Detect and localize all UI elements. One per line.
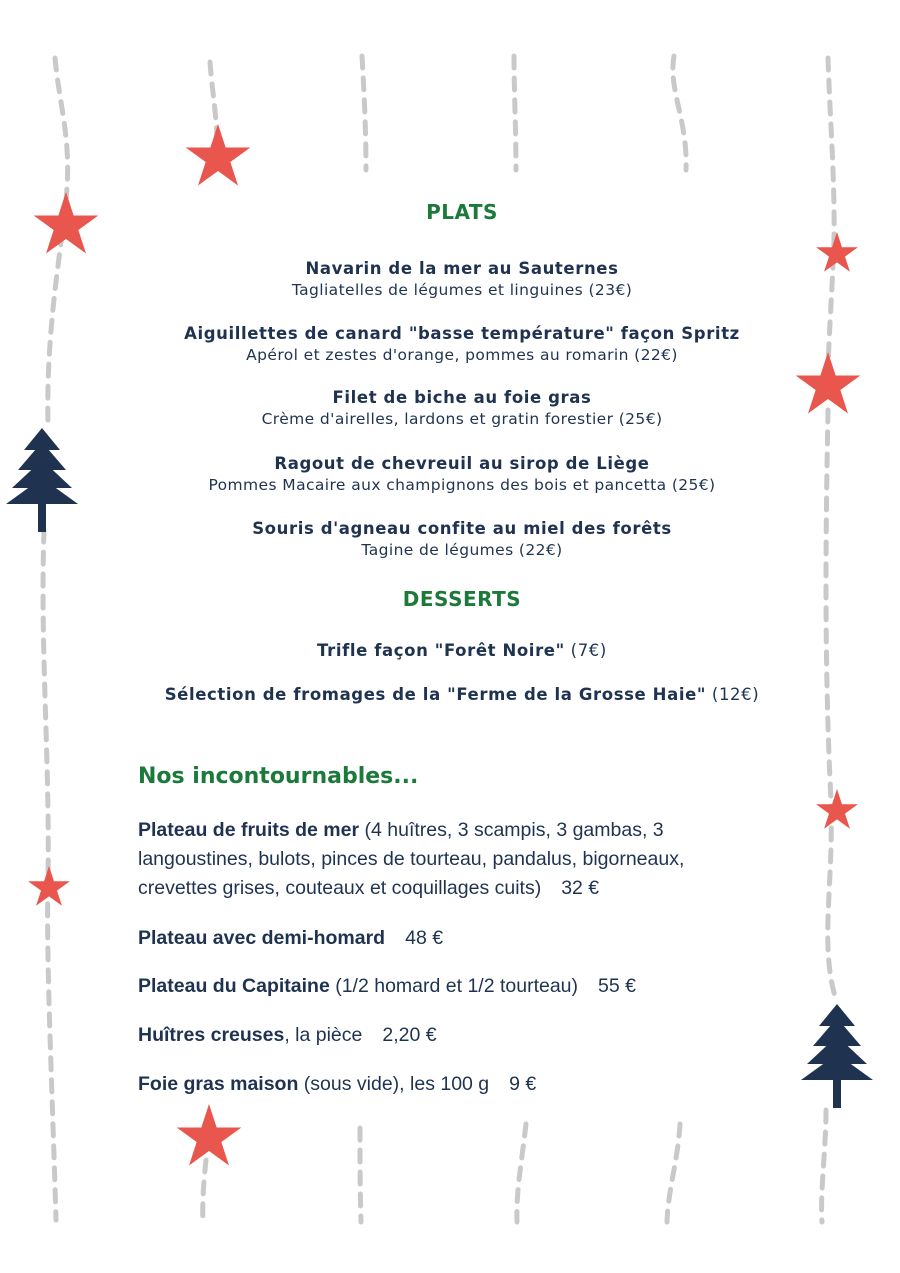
incontournable-name: Foie gras maison (138, 1073, 299, 1095)
incontournable-name: Plateau avec demi-homard (138, 927, 386, 949)
incontournable-detail: , la pièce (284, 1024, 363, 1046)
plat-name: Aiguillettes de canard "basse température" façon Spritz (184, 324, 740, 343)
plat-item (0, 453, 900, 496)
plat-item (0, 323, 900, 366)
plat-name: Navarin de la mer au Sauternes (305, 259, 619, 278)
plat-desc: Crème d'airelles, lardons et gratin forestier (25€) (261, 410, 663, 428)
incontournable-price: 2,20 € (382, 1024, 437, 1046)
top-garland-2 (362, 56, 366, 170)
incontournable-name: Plateau du Capitaine (138, 975, 330, 997)
plats-heading: PLATS (426, 200, 498, 224)
plat-name: Ragout de chevreuil au sirop de Liège (274, 454, 650, 473)
plat-desc: Pommes Macaire aux champignons des bois et pancetta (25€) (208, 476, 716, 494)
plat-desc: Apérol et zestes d'orange, pommes au romarin (22€) (246, 346, 678, 364)
dessert-price: (12€) (711, 685, 760, 704)
plat-name: Souris d'agneau confite au miel des forêts (252, 519, 672, 538)
dessert-item (0, 685, 900, 704)
bottom-garland-4 (667, 1124, 680, 1222)
incontournable-item (138, 816, 768, 903)
incontournable-name: Plateau de fruits de mer (138, 819, 360, 841)
dessert-name: Sélection de fromages de la "Ferme de la Grosse Haie" (164, 685, 707, 704)
top-garland-3 (514, 56, 516, 170)
star-icon (177, 1104, 242, 1166)
star-icon (816, 789, 858, 829)
bottom-garland-2 (360, 1128, 361, 1222)
incontournable-item (138, 972, 768, 1001)
star-icon (28, 866, 70, 906)
dessert-name: Trifle façon "Forêt Noire" (317, 641, 565, 660)
dessert-price: (7€) (570, 641, 607, 660)
plat-desc: Tagliatelles de légumes et linguines (23€) (291, 281, 633, 299)
plat-desc: Tagine de légumes (22€) (361, 541, 563, 559)
incontournable-item (138, 1021, 768, 1050)
plat-name: Filet de biche au foie gras (332, 388, 592, 407)
star-icon (186, 124, 251, 186)
incontournable-price: 55 € (598, 975, 636, 997)
incontournable-item (138, 924, 768, 953)
bottom-garland-1 (203, 1160, 206, 1224)
plat-item (0, 258, 900, 301)
incontournable-detail: (1/2 homard et 1/2 tourteau) (329, 975, 579, 997)
incontournable-name: Huîtres creuses (138, 1024, 285, 1046)
plat-item (0, 518, 900, 561)
incontournables-heading: Nos incontournables... (138, 764, 419, 789)
incontournable-detail: (4 huîtres, 3 scampis, 3 gambas, 3 langoustines, bulots, pinces de tourteau, pandalus, bigorneaux, crevettes grises, couteaux et coquillages cuits) (138, 819, 685, 899)
dessert-item (0, 641, 900, 660)
incontournable-price: 9 € (509, 1073, 537, 1095)
incontournable-detail: (sous vide), les 100 g (298, 1073, 490, 1095)
top-garland-4 (673, 56, 686, 170)
desserts-heading: DESSERTS (402, 587, 522, 611)
incontournable-price: 48 € (405, 927, 444, 949)
tree-icon (801, 1004, 873, 1108)
bottom-garland-3 (517, 1124, 526, 1222)
incontournable-price: 32 € (561, 877, 600, 899)
incontournable-item (138, 1070, 768, 1099)
plat-item (0, 387, 900, 430)
top-garland-1 (210, 62, 217, 140)
